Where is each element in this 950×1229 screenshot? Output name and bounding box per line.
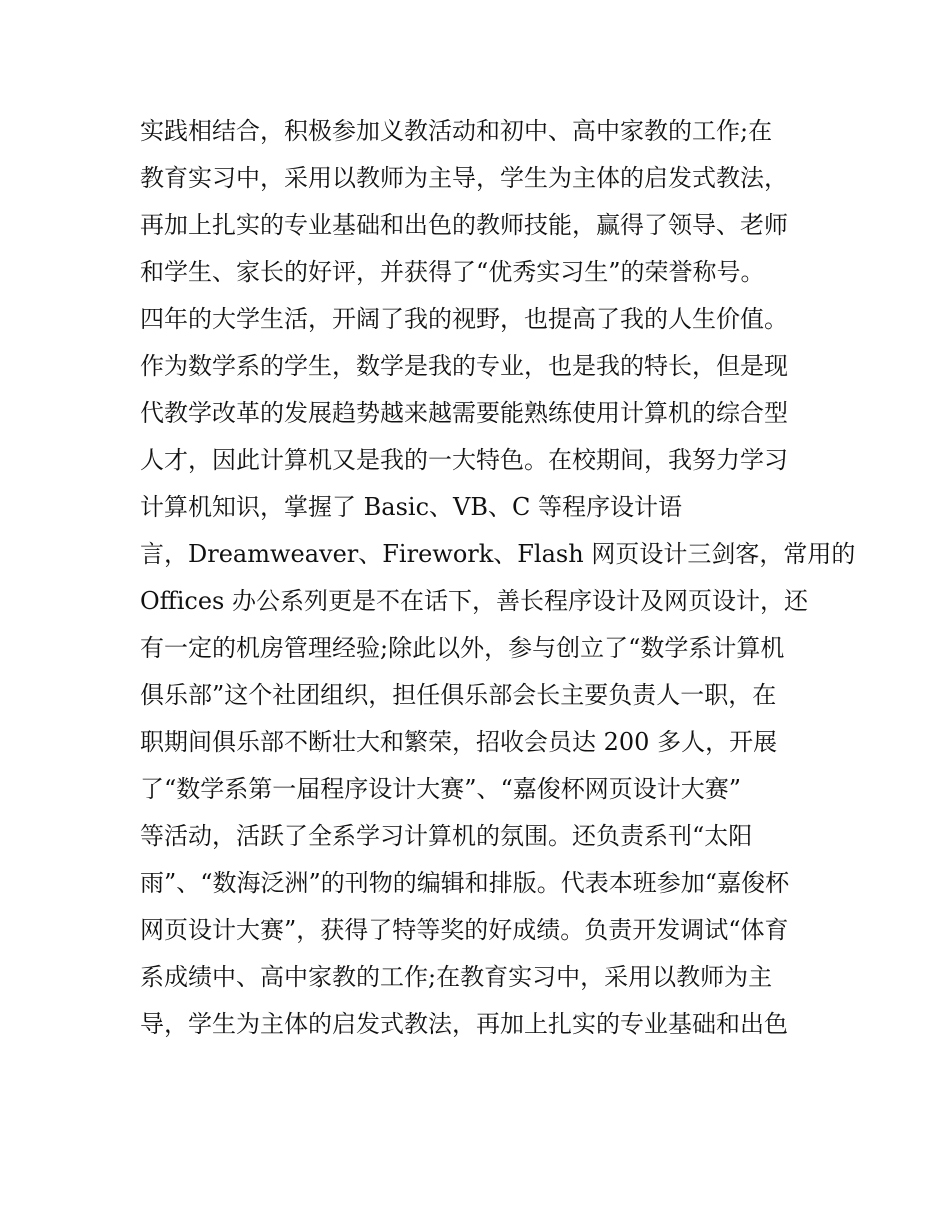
text-line: Offices 办公系列更是不在话下，善长程序设计及网页设计，还 xyxy=(140,587,808,615)
text-line: 等活动，活跃了全系学习计算机的氛围。还负责系刊“太阳 xyxy=(140,822,753,850)
text-line: 人才，因此计算机又是我的一大特色。在校期间，我努力学习 xyxy=(140,446,788,474)
text-line: 有一定的机房管理经验;除此以外，参与创立了“数学系计算机 xyxy=(140,634,785,662)
text-line: 计算机知识，掌握了 Basic、VB、C 等程序设计语 xyxy=(140,493,682,521)
text-line: 代教学改革的发展趋势越来越需要能熟练使用计算机的综合型 xyxy=(140,399,788,427)
text-line: 网页设计大赛”，获得了特等奖的好成绩。负责开发调试“体育 xyxy=(140,916,789,944)
text-line: 系成绩中、高中家教的工作;在教育实习中，采用以教师为主 xyxy=(140,963,773,991)
text-line: 雨”、“数海泛洲”的刊物的编辑和排版。代表本班参加“嘉俊杯 xyxy=(140,869,790,897)
text-line: 教育实习中，采用以教师为主导，学生为主体的启发式教法， xyxy=(140,164,788,192)
text-line: 导，学生为主体的启发式教法，再加上扎实的专业基础和出色 xyxy=(140,1010,788,1038)
text-line: 和学生、家长的好评，并获得了“优秀实习生”的荣誉称号。 xyxy=(140,258,765,286)
text-line: 作为数学系的学生，数学是我的专业，也是我的特长，但是现 xyxy=(140,352,788,380)
text-line: 再加上扎实的专业基础和出色的教师技能，赢得了领导、老师 xyxy=(140,211,788,239)
text-line: 言，Dreamweaver、Firework、Flash 网页设计三剑客，常用的 xyxy=(140,540,856,568)
body-text xyxy=(140,108,856,1048)
text-line: 实践相结合，积极参加义教活动和初中、高中家教的工作;在 xyxy=(140,117,773,145)
text-line: 四年的大学生活，开阔了我的视野，也提高了我的人生价值。 xyxy=(140,305,788,333)
text-line: 了“数学系第一届程序设计大赛”、“嘉俊杯网页设计大赛” xyxy=(140,775,742,803)
text-line: 俱乐部”这个社团组织，担任俱乐部会长主要负责人一职，在 xyxy=(140,681,777,709)
text-line: 职期间俱乐部不断壮大和繁荣，招收会员达 200 多人，开展 xyxy=(140,728,778,756)
